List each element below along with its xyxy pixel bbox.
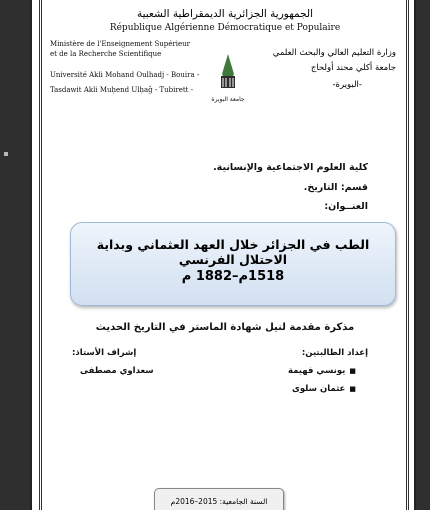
ministry-french-line1: Ministère de l'Enseignement Supérieur [50, 40, 190, 48]
thesis-title-line1: الطب في الجزائر خلال العهد العثماني وبداية الاحتلال الفرنسي [96, 237, 370, 267]
university-arabic: جامعة أكلي محند أولحاج [310, 63, 396, 73]
university-kabyle: Tasdawit Akli Muḥend Ulḥaǧ - Tubirett - [50, 86, 194, 94]
university-french: Université Akli Mohand Oulhadj - Bouira - [50, 71, 200, 79]
academic-year: السنة الجامعية: 2015–2016م [170, 497, 268, 506]
thesis-title-line2: 1518م–1882 م [181, 269, 285, 284]
academic-year-box [154, 488, 284, 510]
title-label: العنــوان: [324, 201, 368, 212]
supervisor-label: إشراف الأستاذ: [72, 348, 137, 358]
student-name-2: ■عثمان سلوى [292, 384, 356, 394]
ministry-arabic: وزارة التعليم العالي والبحث العلمي [272, 48, 396, 58]
ministry-french-line2: et de la Recherche Scientifique [50, 50, 162, 58]
student-name-1: ■يونسي فهيمة [287, 366, 356, 376]
thesis-description: مذكرة مقدمة لنيل شهادة الماستر في التاريخ الحديث [95, 322, 355, 333]
logo-caption: جامعة البويرة [211, 96, 245, 103]
department-name: قسم: التاريخ. [303, 182, 368, 193]
scroll-marker [4, 152, 8, 156]
students-label: إعداد الطالبتين: [301, 348, 368, 358]
city-arabic: -البويرة- [332, 80, 362, 90]
republic-arabic: الجمهورية الجزائرية الديمقراطية الشعبية [136, 8, 314, 20]
thesis-title-box [70, 222, 396, 306]
bullet-icon: ■ [349, 385, 356, 393]
faculty-name: كلية العلوم الاجتماعية والإنسانية. [213, 162, 368, 173]
document-page [30, 0, 416, 510]
bullet-icon: ■ [349, 367, 356, 375]
republic-french: République Algérienne Démocratique et Populaire [109, 23, 341, 33]
supervisor-name: سعداوي مصطفى [80, 366, 154, 376]
